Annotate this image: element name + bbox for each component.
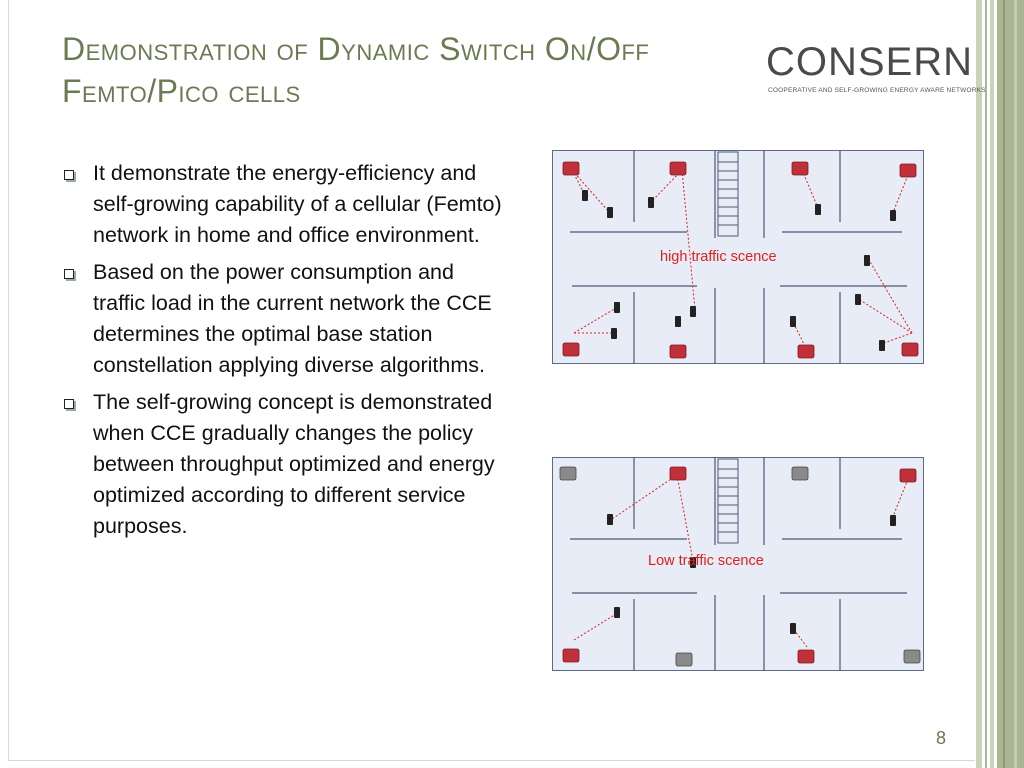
bullet-item (62, 257, 502, 381)
bullet-text: It demonstrate the energy-efficiency and self-growing capability of a cellular (Femto) network in home and office environment. (93, 161, 502, 247)
page-number: 8 (936, 728, 947, 748)
bullet-box-icon (64, 399, 74, 409)
bullet-box-icon (64, 269, 74, 279)
bullet-box-icon (64, 170, 74, 180)
traffic-label: Low traffic scence (648, 553, 764, 569)
bullet-text: Based on the power consumption and traffic load in the current network the CCE determines the optimal base station constellation applying diverse algorithms. (93, 260, 492, 377)
border-stripe (985, 0, 987, 768)
border-stripe (990, 0, 994, 768)
logo-tagline: COOPERATIVE AND SELF-GROWING ENERGY AWARE NETWORKS (768, 87, 986, 94)
border-stripe (1003, 0, 1005, 768)
bullet-text: The self-growing concept is demonstrated when CCE gradually changes the policy between throughput optimized and energy optimized according to different service purposes. (93, 390, 495, 538)
logo-wordmark: CONSERN (766, 40, 974, 84)
border-stripe (1014, 0, 1017, 768)
floor-plan-low-traffic (552, 457, 924, 671)
slide-title: Demonstration of Dynamic Switch On/Off Femto/Pico cells (62, 31, 650, 109)
bullet-item (62, 158, 502, 251)
traffic-label: high traffic scence (660, 249, 777, 265)
border-stripe (997, 0, 1024, 768)
border-stripe (976, 0, 982, 768)
bullet-item (62, 387, 502, 542)
bullet-list (62, 158, 502, 548)
floor-plan-high-traffic (552, 150, 924, 364)
consern-logo (766, 40, 986, 100)
